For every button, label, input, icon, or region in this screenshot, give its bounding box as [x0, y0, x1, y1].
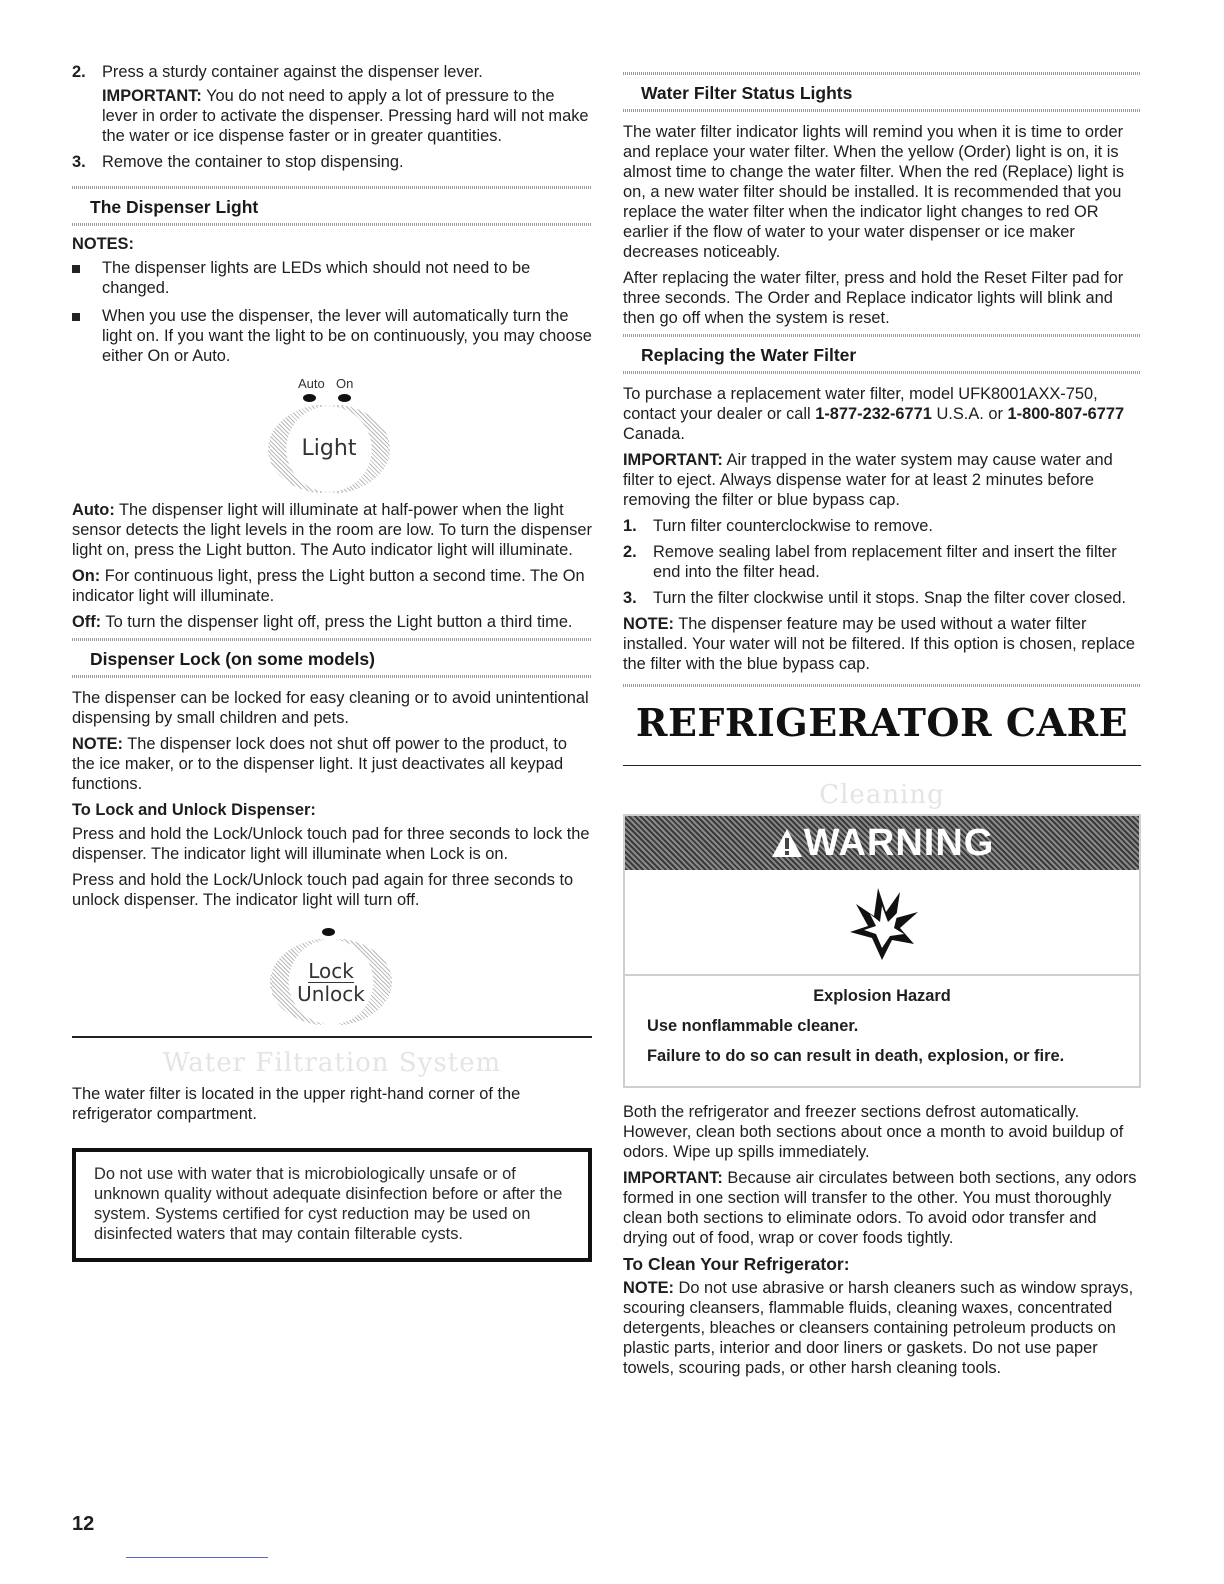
warning-line-2: Failure to do so can result in death, explosion, or fire. — [647, 1047, 1065, 1065]
off-paragraph: Off: To turn the dispenser light off, press the Light button a third time. — [72, 613, 573, 631]
step-text: Turn filter counterclockwise to remove. — [653, 517, 933, 535]
page-number: 12 — [72, 1513, 95, 1535]
lock-label: Lock — [308, 958, 354, 983]
cleaning-important: IMPORTANT: Because air circulates between both sections, any odors formed in one section will transfer to the other. You must thoroughly clean both sections to eliminate odors. To avoid odor transfer and drying out of food, wrap or cover foods tightly. — [623, 1169, 1137, 1247]
step-number: 1. — [623, 517, 637, 535]
section-divider — [72, 1036, 592, 1038]
step-text: Turn the filter clockwise until it stops. Snap the filter cover closed. — [653, 589, 1127, 607]
filtration-warning-box: Do not use with water that is microbiologically unsafe or of unknown quality without adequate disinfection before or after the system. Systems certified for cyst reduction may be used on disinfected waters that may contain filterable cysts. — [72, 1148, 592, 1262]
unlock-label: Unlock — [297, 981, 365, 1006]
on-label: On — [336, 376, 354, 391]
warning-banner — [625, 816, 1139, 870]
step-text: Remove the container to stop dispensing. — [102, 153, 404, 171]
cleaning-subtitle: To Clean Your Refrigerator: — [623, 1254, 850, 1274]
replace-step-1 — [623, 516, 1141, 536]
bullet-icon — [72, 313, 80, 321]
lock-indicator-led — [322, 928, 335, 936]
auto-indicator-led — [303, 394, 316, 402]
lock-subtitle: To Lock and Unlock Dispenser: — [72, 801, 316, 819]
section-heading-replacing-filter: Replacing the Water Filter — [623, 334, 1141, 374]
warning-triangle-icon — [770, 827, 804, 859]
explosion-icon — [842, 882, 922, 962]
filtration-text: The water filter is located in the upper right-hand corner of the refrigerator compartment. — [72, 1085, 521, 1123]
replacing-important: IMPORTANT: Air trapped in the water system may cause water and filter to eject. Always dispense water for at least 2 minutes before removing the filter or blue bypass cap. — [623, 451, 1113, 509]
notes-label: NOTES: — [72, 235, 134, 253]
replace-step-2 — [623, 542, 1141, 582]
on-paragraph: On: For continuous light, press the Light button a second time. The On indicator light will illuminate. — [72, 567, 585, 605]
step-number: 2. — [72, 63, 86, 81]
status-paragraph-2: After replacing the water filter, press and hold the Reset Filter pad for three seconds. The Order and Replace indicator lights will blink and then go off when the system is reset. — [623, 269, 1124, 327]
cleaning-note: NOTE: Do not use abrasive or harsh cleaners such as window sprays, scouring cleansers, flammable fluids, cleaning waxes, concentrated detergents, bleaches or cleansers containing petroleum products on plastic parts, interior and door liners or gaskets. Do not use paper towels, scouring pads, or other harsh cleaning tools. — [623, 1279, 1134, 1377]
cleaning-paragraph-1: Both the refrigerator and freezer sections defrost automatically. However, clean both sections about once a month to avoid buildup of odors. Wipe up spills immediately. — [623, 1103, 1124, 1161]
section-heading-cleaning: Cleaning — [819, 780, 945, 810]
lock-button-figure — [72, 916, 592, 1026]
replacing-paragraph: To purchase a replacement water filter, model UFK8001AXX-750, contact your dealer or call 1-877-232-6771 U.S.A. or 1-800-807-6777 Canada. — [623, 385, 1125, 443]
step-number: 3. — [72, 153, 86, 171]
title-rule — [623, 765, 1141, 766]
warning-box — [623, 814, 1141, 1088]
section-heading-dispenser-lock: Dispenser Lock (on some models) — [72, 638, 592, 678]
lock-paragraph-2: Press and hold the Lock/Unlock touch pad again for three seconds to unlock dispenser. The indicator light will turn off. — [72, 871, 574, 909]
right-column — [623, 72, 1141, 1384]
auto-paragraph: Auto: The dispenser light will illuminate at half-power when the light sensor detects the light levels in the room are low. To turn the dispenser light on, press the Light button. The Auto indicator light will illuminate. — [72, 501, 592, 559]
light-button[interactable] — [268, 404, 390, 494]
step-text: Press a sturdy container against the dispenser lever. — [102, 63, 483, 81]
page-title: REFRIGERATOR CARE — [635, 700, 1129, 745]
bullet-item: When you use the dispenser, the lever will automatically turn the light on. If you want the light to be on continuously, you may choose either On or Auto. — [72, 306, 592, 366]
step-2 — [72, 62, 592, 146]
footer-rule — [126, 1557, 268, 1558]
section-heading-dispenser-light: The Dispenser Light — [72, 186, 592, 226]
warning-line-1: Use nonflammable cleaner. — [647, 1017, 859, 1035]
bullet-item: The dispenser lights are LEDs which should not need to be changed. — [72, 258, 592, 298]
lock-paragraph-1: Press and hold the Lock/Unlock touch pad for three seconds to lock the dispenser. The indicator light will illuminate when Lock is on. — [72, 825, 590, 863]
left-column — [72, 62, 592, 1262]
section-divider — [623, 684, 1141, 687]
status-paragraph-1: The water filter indicator lights will remind you when it is time to order and replace your water filter. When the yellow (Order) light is on, it is almost time to change the water filter. When the red (Replace) light is on, a new water filter should be installed. It is recommended that you replace the water filter when the indicator light changes to red OR earlier if the flow of water to your water dispenser or ice maker decreases noticeably. — [623, 123, 1125, 261]
on-indicator-led — [338, 394, 351, 402]
step-3 — [72, 152, 592, 172]
bullet-icon — [72, 265, 80, 273]
warning-title: WARNING — [803, 822, 995, 864]
lock-intro: The dispenser can be locked for easy cleaning or to avoid unintentional dispensing by small children and pets. — [72, 689, 589, 727]
hazard-title: Explosion Hazard — [813, 987, 951, 1005]
important-note: IMPORTANT: You do not need to apply a lot of pressure to the lever in order to activate the dispenser. Pressing hard will not make the water or ice dispense faster or in greater quantities. — [102, 87, 589, 145]
step-text: Remove sealing label from replacement filter and insert the filter end into the filter head. — [653, 543, 1117, 581]
light-button-figure — [72, 374, 592, 500]
lock-note: NOTE: The dispenser lock does not shut off power to the product, to the ice maker, or to the dispenser light. It just deactivates all keypad functions. — [72, 735, 568, 793]
step-number: 3. — [623, 589, 637, 607]
section-heading-water-filtration: Water Filtration System — [162, 1048, 502, 1078]
auto-label: Auto — [298, 376, 325, 391]
lock-unlock-button[interactable] — [270, 938, 392, 1026]
section-heading-status-lights: Water Filter Status Lights — [623, 72, 1141, 112]
replacing-note: NOTE: The dispenser feature may be used without a water filter installed. Your water will not be filtered. If this option is chosen, replace the filter with the blue bypass cap. — [623, 615, 1136, 673]
replace-step-3 — [623, 588, 1141, 608]
step-number: 2. — [623, 543, 637, 561]
light-button-label: Light — [301, 436, 357, 461]
